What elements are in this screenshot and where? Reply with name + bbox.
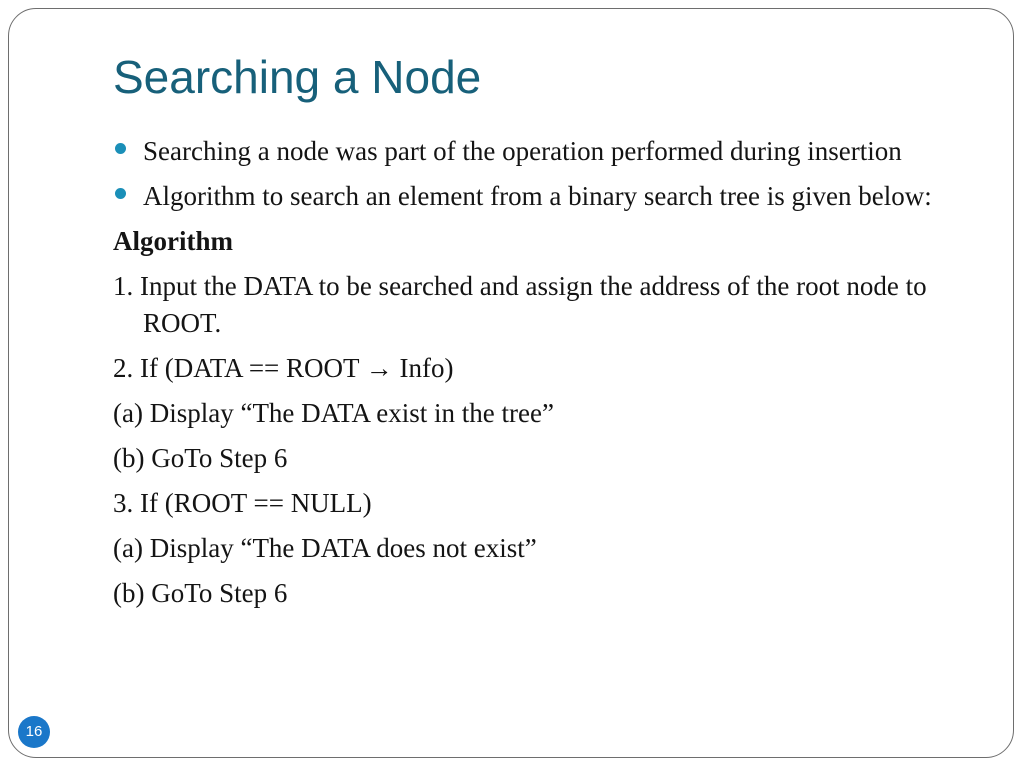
bullet-text: Searching a node was part of the operation performed during insertion xyxy=(143,136,902,166)
slide-body xyxy=(113,133,963,620)
algorithm-step: (b) GoTo Step 6 xyxy=(113,578,288,608)
algorithm-step: 2. If (DATA == ROOT → Info) xyxy=(113,353,454,383)
algorithm-step: (b) GoTo Step 6 xyxy=(113,443,288,473)
algorithm-step: 1. Input the DATA to be searched and assign the address of the root node to ROOT. xyxy=(113,271,927,338)
algorithm-heading: Algorithm xyxy=(113,226,233,256)
bullet-item xyxy=(113,133,963,170)
page-number-badge: 16 xyxy=(18,716,50,748)
slide-title: Searching a Node xyxy=(113,51,482,103)
bullet-dot-icon xyxy=(115,188,126,199)
algorithm-step: (a) Display “The DATA exist in the tree” xyxy=(113,398,554,428)
bullet-text: Algorithm to search an element from a binary search tree is given below: xyxy=(143,181,932,211)
bullet-item xyxy=(113,178,963,215)
bullet-dot-icon xyxy=(115,143,126,154)
algorithm-step: 3. If (ROOT == NULL) xyxy=(113,488,372,518)
algorithm-step: (a) Display “The DATA does not exist” xyxy=(113,533,537,563)
